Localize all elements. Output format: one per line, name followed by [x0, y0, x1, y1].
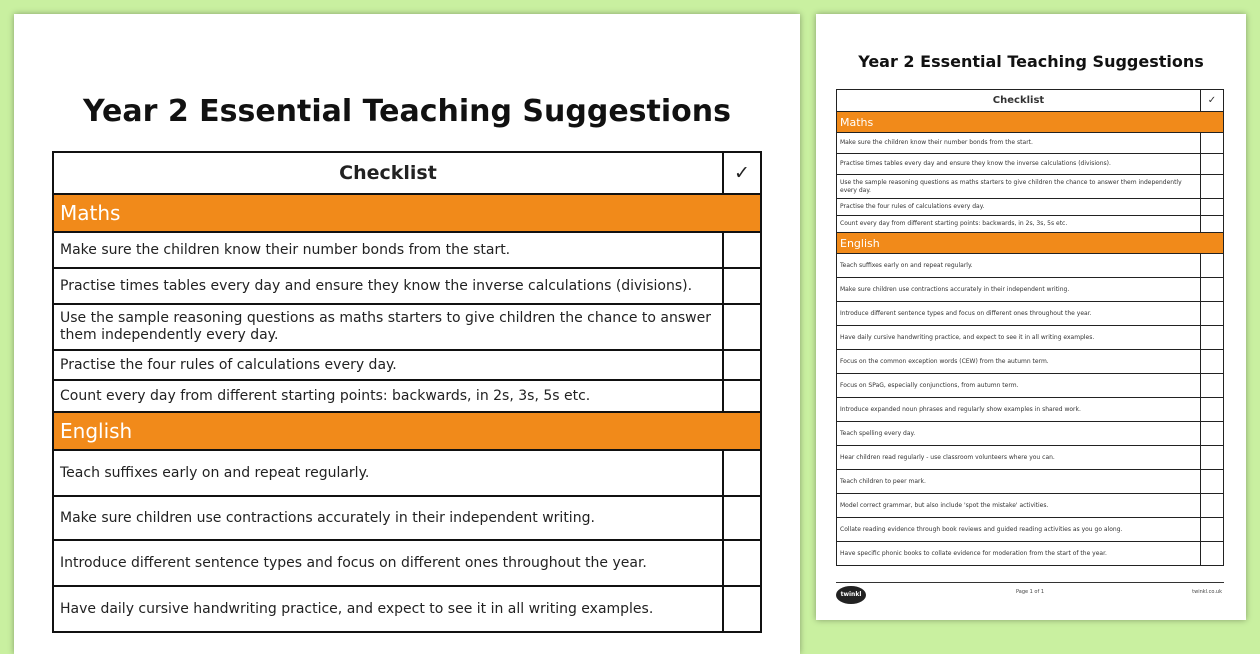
- table-row: [837, 199, 1224, 216]
- check-box[interactable]: [1201, 154, 1224, 175]
- check-box[interactable]: [1201, 216, 1224, 233]
- table-header-row: [837, 90, 1224, 112]
- check-box[interactable]: [1201, 133, 1224, 154]
- checklist-item: Practise times tables every day and ensure they know the inverse calculations (divisions).: [53, 268, 723, 304]
- table-row: [837, 133, 1224, 154]
- checklist-item: Focus on the common exception words (CEW) from the autumn term.: [837, 350, 1201, 374]
- checklist-item: Make sure the children know their number bonds from the start.: [837, 133, 1201, 154]
- table-row: [837, 278, 1224, 302]
- checklist-item: Teach children to peer mark.: [837, 470, 1201, 494]
- check-box[interactable]: [1201, 302, 1224, 326]
- checklist-item: Make sure children use contractions accurately in their independent writing.: [837, 278, 1201, 302]
- checklist-item: Have daily cursive handwriting practice, and expect to see it in all writing examples.: [837, 326, 1201, 350]
- check-box[interactable]: [1201, 446, 1224, 470]
- checklist-item: Have daily cursive handwriting practice, and expect to see it in all writing examples.: [53, 586, 723, 632]
- checklist-item: Use the sample reasoning questions as maths starters to give children the chance to answer them independently every day.: [837, 175, 1201, 199]
- checklist-table: [52, 151, 762, 633]
- check-box[interactable]: [1201, 470, 1224, 494]
- document-preview-page: [816, 14, 1246, 620]
- checklist-item: Make sure children use contractions accurately in their independent writing.: [53, 496, 723, 540]
- table-row: [837, 254, 1224, 278]
- table-row: [837, 374, 1224, 398]
- check-box[interactable]: [1201, 374, 1224, 398]
- table-row: [837, 154, 1224, 175]
- check-box[interactable]: [723, 496, 761, 540]
- zoomed-document-page: [14, 14, 800, 654]
- checklist-header: Checklist: [53, 152, 723, 194]
- table-row: [53, 232, 761, 268]
- checklist-item: Focus on SPaG, especially conjunctions, from autumn term.: [837, 374, 1201, 398]
- table-row: [837, 518, 1224, 542]
- checklist-item: Introduce different sentence types and focus on different ones throughout the year.: [53, 540, 723, 586]
- tick-icon: ✓: [1201, 90, 1224, 112]
- checklist-item: Count every day from different starting points: backwards, in 2s, 3s, 5s etc.: [53, 380, 723, 412]
- check-box[interactable]: [723, 268, 761, 304]
- page-footer: [836, 582, 1224, 605]
- section-title: Maths: [837, 112, 1224, 133]
- table-row: [53, 380, 761, 412]
- table-row: [53, 450, 761, 496]
- table-row: [837, 494, 1224, 518]
- document-title: Year 2 Essential Teaching Suggestions: [83, 94, 731, 129]
- check-box[interactable]: [1201, 398, 1224, 422]
- checklist-item: Use the sample reasoning questions as maths starters to give children the chance to answer them independently every day.: [53, 304, 723, 350]
- check-box[interactable]: [1201, 518, 1224, 542]
- table-row: [53, 268, 761, 304]
- check-box[interactable]: [1201, 422, 1224, 446]
- table-row: [837, 470, 1224, 494]
- section-header-row: [837, 233, 1224, 254]
- checklist-item: Introduce different sentence types and focus on different ones throughout the year.: [837, 302, 1201, 326]
- check-box[interactable]: [723, 586, 761, 632]
- section-title: Maths: [53, 194, 761, 232]
- section-header-row: [53, 194, 761, 232]
- checklist-item: Teach spelling every day.: [837, 422, 1201, 446]
- preview-checklist-table: [836, 89, 1224, 566]
- table-row: [837, 422, 1224, 446]
- checklist-item: Count every day from different starting points: backwards, in 2s, 3s, 5s etc.: [837, 216, 1201, 233]
- table-row: [837, 326, 1224, 350]
- check-box[interactable]: [1201, 199, 1224, 216]
- table-row: [837, 398, 1224, 422]
- check-box[interactable]: [1201, 494, 1224, 518]
- checklist-item: Hear children read regularly - use classroom volunteers where you can.: [837, 446, 1201, 470]
- table-row: [837, 302, 1224, 326]
- checklist-item: Practise the four rules of calculations every day.: [53, 350, 723, 380]
- check-box[interactable]: [723, 304, 761, 350]
- check-box[interactable]: [1201, 542, 1224, 566]
- checklist-item: Model correct grammar, but also include 'spot the mistake' activities.: [837, 494, 1201, 518]
- check-box[interactable]: [1201, 350, 1224, 374]
- page-number: Page 1 of 1: [1015, 589, 1045, 595]
- check-box[interactable]: [1201, 175, 1224, 199]
- check-box[interactable]: [723, 540, 761, 586]
- check-box[interactable]: [723, 380, 761, 412]
- checklist-item: Teach suffixes early on and repeat regularly.: [837, 254, 1201, 278]
- section-title: English: [53, 412, 761, 450]
- checklist-item: Make sure the children know their number bonds from the start.: [53, 232, 723, 268]
- checklist-item: Have specific phonic books to collate evidence for moderation from the start of the year.: [837, 542, 1201, 566]
- checklist-item: Teach suffixes early on and repeat regularly.: [53, 450, 723, 496]
- table-row: [53, 540, 761, 586]
- table-header-row: [53, 152, 761, 194]
- check-box[interactable]: [723, 450, 761, 496]
- check-box[interactable]: [723, 350, 761, 380]
- check-box[interactable]: [1201, 254, 1224, 278]
- section-header-row: [53, 412, 761, 450]
- table-row: [837, 175, 1224, 199]
- table-row: [53, 586, 761, 632]
- check-box[interactable]: [723, 232, 761, 268]
- checklist-item: Collate reading evidence through book reviews and guided reading activities as you go along.: [837, 518, 1201, 542]
- table-row: [53, 496, 761, 540]
- check-box[interactable]: [1201, 326, 1224, 350]
- checklist-header: Checklist: [837, 90, 1201, 112]
- preview-title: Year 2 Essential Teaching Suggestions: [858, 52, 1204, 71]
- checklist-item: Introduce expanded noun phrases and regularly show examples in shared work.: [837, 398, 1201, 422]
- table-row: [837, 446, 1224, 470]
- table-row: [837, 542, 1224, 566]
- table-row: [837, 216, 1224, 233]
- table-row: [53, 304, 761, 350]
- table-row: [837, 350, 1224, 374]
- check-box[interactable]: [1201, 278, 1224, 302]
- site-url: twinkl.co.uk: [1192, 589, 1222, 595]
- checklist-item: Practise the four rules of calculations every day.: [837, 199, 1201, 216]
- section-header-row: [837, 112, 1224, 133]
- table-row: [53, 350, 761, 380]
- tick-icon: ✓: [723, 152, 761, 194]
- checklist-item: Practise times tables every day and ensure they know the inverse calculations (divisions).: [837, 154, 1201, 175]
- twinkl-logo: twinkl: [836, 586, 866, 604]
- section-title: English: [837, 233, 1224, 254]
